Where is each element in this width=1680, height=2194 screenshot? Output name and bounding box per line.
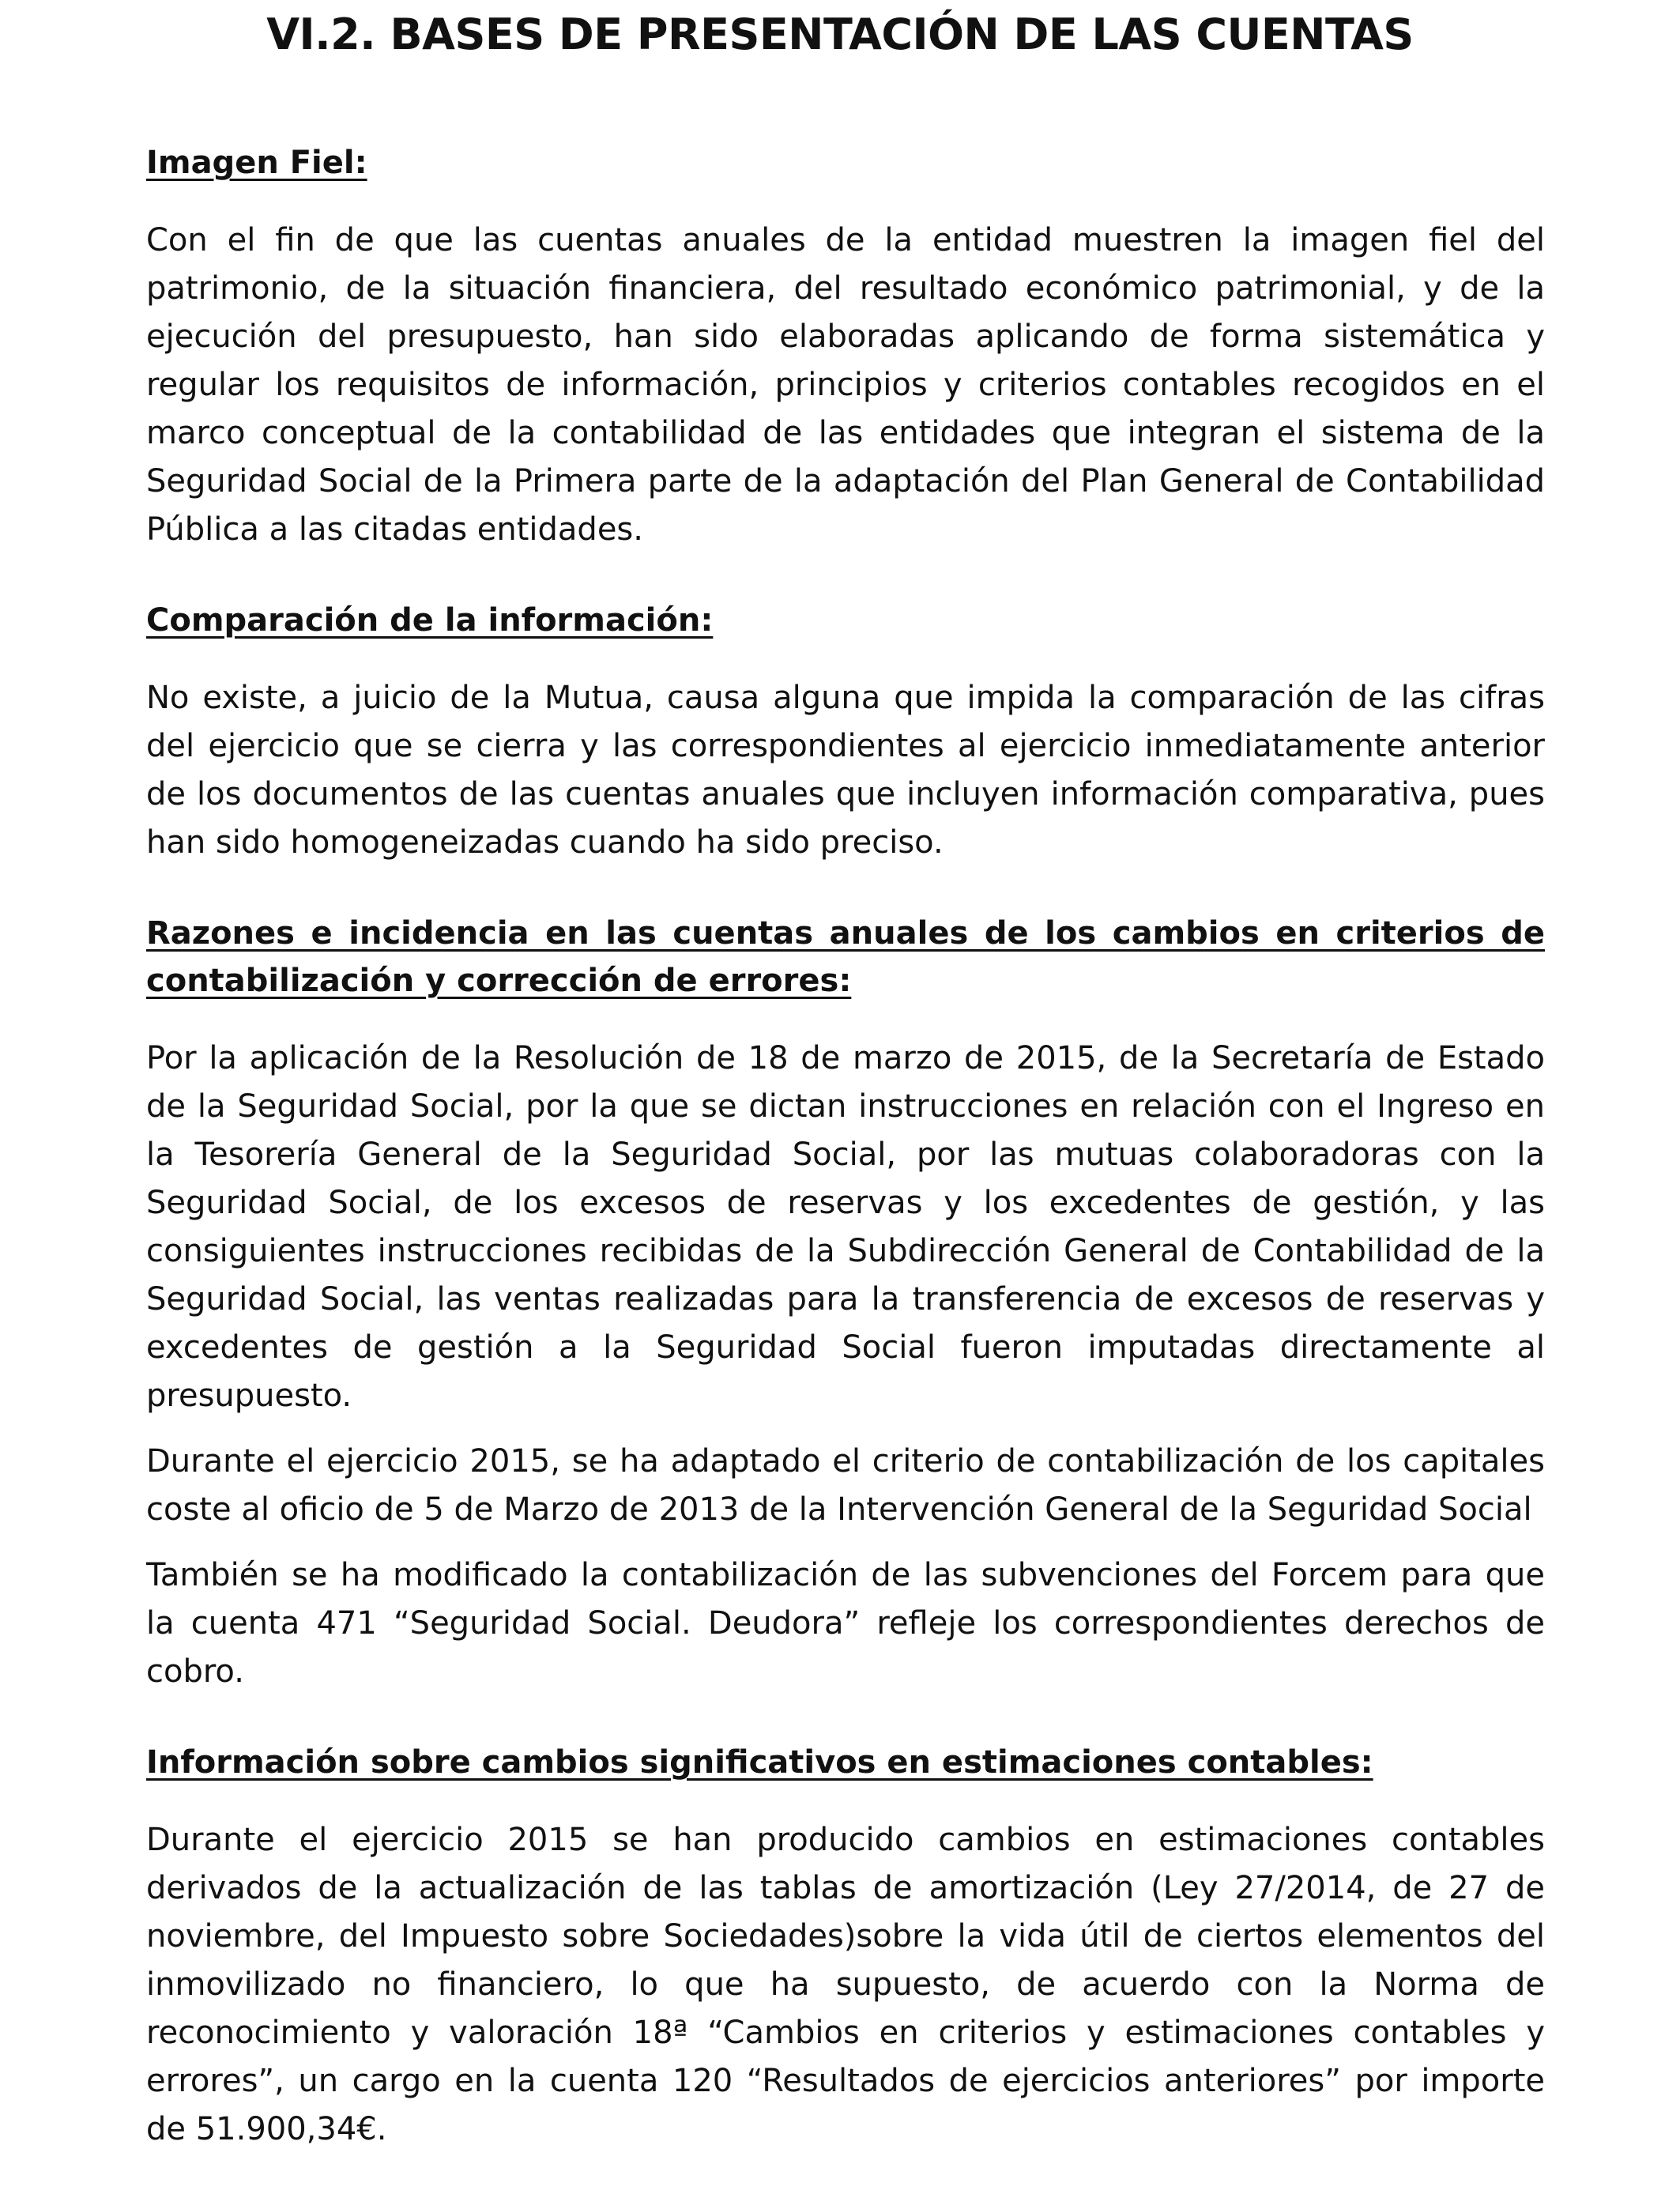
document-body bbox=[146, 139, 1545, 2154]
section-heading: Imagen Fiel: bbox=[146, 145, 367, 181]
section-heading: Razones e incidencia en las cuentas anuales de los cambios en criterios de contabilización y corrección de errores: bbox=[146, 915, 1545, 999]
page-title: VI.2. BASES DE PRESENTACIÓN DE LAS CUENTAS bbox=[266, 9, 1414, 59]
paragraph: Con el fin de que las cuentas anuales de la entidad muestren la imagen fiel del patrimonio, de la situación financiera, del resultado económico patrimonial, y de la ejecución del presupuesto, han sido elaboradas aplicando de forma sistemática y regular los requisitos de información, principios y criterios contables recogidos en el marco conceptual de la contabilidad de las entidades que integran el sistema de la Seguridad Social de la Primera parte de la adaptación del Plan General de Contabilidad Pública a las citadas entidades. bbox=[146, 222, 1545, 548]
paragraph: Durante el ejercicio 2015, se ha adaptado el criterio de contabilización de los capitales coste al oficio de 5 de Marzo de 2013 de la Intervención General de la Seguridad Social bbox=[146, 1443, 1545, 1528]
section-comparacion bbox=[146, 597, 1545, 867]
section-heading: Comparación de la información: bbox=[146, 602, 714, 639]
section-estimaciones bbox=[146, 1739, 1545, 2154]
paragraph: Durante el ejercicio 2015 se han producido cambios en estimaciones contables derivados de la actualización de las tablas de amortización (Ley 27/2014, de 27 de noviembre, del Impuesto sobre Sociedades)sobre la vida útil de ciertos elementos del inmovilizado no financiero, lo que ha supuesto, de acuerdo con la Norma de reconocimiento y valoración 18ª “Cambios en criterios y estimaciones contables y errores”, un cargo en la cuenta 120 “Resultados de ejercicios anteriores” por importe de 51.900,34€. bbox=[146, 1822, 1545, 2147]
section-heading: Información sobre cambios significativos en estimaciones contables: bbox=[146, 1744, 1373, 1781]
section-imagen-fiel bbox=[146, 139, 1545, 554]
paragraph: También se ha modificado la contabilización de las subvenciones del Forcem para que la cuenta 471 “Seguridad Social. Deudora” refleje los correspondientes derechos de cobro. bbox=[146, 1557, 1545, 1690]
paragraph: No existe, a juicio de la Mutua, causa alguna que impida la comparación de las cifras del ejercicio que se cierra y las correspondientes al ejercicio inmediatamente anterior de los documentos de las cuentas anuales que incluyen información comparativa, pues han sido homogeneizadas cuando ha sido preciso. bbox=[146, 680, 1545, 861]
section-cambios-criterios bbox=[146, 910, 1545, 1696]
paragraph: Por la aplicación de la Resolución de 18 de marzo de 2015, de la Secretaría de Estado de la Seguridad Social, por la que se dictan instrucciones en relación con el Ingreso en la Tesorería General de la Seguridad Social, por las mutuas colaboradoras con la Seguridad Social, de los excesos de reservas y los excedentes de gestión, y las consiguientes instrucciones recibidas de la Subdirección General de Contabilidad de la Seguridad Social, las ventas realizadas para la transferencia de excesos de reservas y excedentes de gestión a la Seguridad Social fueron imputadas directamente al presupuesto. bbox=[146, 1040, 1545, 1414]
